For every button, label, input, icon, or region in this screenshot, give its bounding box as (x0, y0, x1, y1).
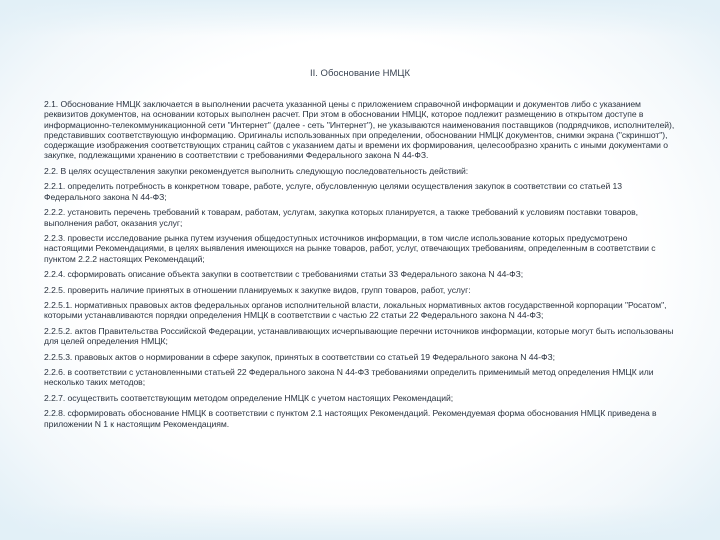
paragraph-2-2-4: 2.2.4. сформировать описание объекта закупки в соответствии с требованиями статьи 33 Федерального закона N 44-ФЗ; (44, 269, 524, 280)
paragraph-2-2-1: 2.2.1. определить потребность в конкретном товаре, работе, услуге, обусловленную целями осуществления закупок в соответствии со статьей 13 Федерального закона N 44-ФЗ; (44, 181, 623, 202)
paragraph-2-2-7: 2.2.7. осуществить соответствующим методом определение НМЦК с учетом настоящих Рекомендаций; (44, 392, 454, 403)
slide-top-edge (0, 0, 720, 36)
paragraph-2-2-2: 2.2.2. установить перечень требований к товарам, работам, услугам, закупка которых планируется, а также требований к условиям поставки товаров, выполнения работ, оказания услуг; (44, 207, 638, 228)
paragraph-2-2-3: 2.2.3. провести исследование рынка путем изучения общедоступных источников информации, в том числе использование которых предусмотрено настоящими Рекомендациями, в целях выявления имеющихся на рынке товаров, работ, услуг, отвечающих требованиям, определенным в соответствии с пунктом 2.2.2 настоящих Рекомендаций; (44, 233, 656, 264)
paragraph-2-2-5-1: 2.2.5.1. нормативных правовых актов федеральных органов исполнительной власти, локальных нормативных актов государственной корпорации "Росатом", которыми устанавливаются порядки определения НМЦК в соответствии с частью 22 статьи 22 Федерального закона N 44-ФЗ; (44, 300, 667, 321)
section-title: II. Обоснование НМЦК (310, 68, 410, 79)
paragraph-2-2-8: 2.2.8. сформировать обоснование НМЦК в соответствии с пунктом 2.1 настоящих Рекомендаций. Рекомендуемая форма обоснования НМЦК приведена в приложении N 1 к настоящим Рекомендациям. (44, 408, 657, 429)
paragraph-2-2-5-2: 2.2.5.2. актов Правительства Российской Федерации, устанавливающих исчерпывающие перечни источников информации, которые могут быть использованы для целей определения НМЦК; (44, 325, 674, 347)
document-body (44, 99, 676, 434)
paragraph-2-2: 2.2. В целях осуществления закупки рекомендуется выполнить следующую последовательность действий: (44, 165, 469, 176)
paragraph-2-2-6: 2.2.6. в соответствии с установленными статьей 22 Федерального закона N 44-ФЗ требованиями определить применимый метод определения НМЦК или несколько таких методов; (44, 367, 654, 388)
paragraph-2-1: 2.1. Обоснование НМЦК заключается в выполнении расчета указанной цены с приложением справочной информации и документов либо с указанием реквизитов документов, на основании которых выполнен расчет. При этом в обосновании НМЦК, которое подлежит размещению в открытом доступе в информационно-телекоммуникационной сети "Интернет" (далее - сеть "Интернет"), не указываются наименования поставщиков (подрядчиков, исполнителей), представивших соответствующую информацию. Оригиналы использованных при определении, обосновании НМЦК документов, снимки экрана ("скриншот"), содержащие изображения соответствующих страниц сайтов с указанием даты и времени их формирования, целесообразно хранить с иными документами о закупке, подлежащими хранению в соответствии с требованиями Федерального закона N 44-ФЗ. (44, 99, 675, 161)
paragraph-2-2-5-3: 2.2.5.3. правовых актов о нормировании в сфере закупок, принятых в соответствии со статьей 19 Федерального закона N 44-ФЗ; (44, 351, 555, 362)
paragraph-2-2-5: 2.2.5. проверить наличие принятых в отношении планируемых к закупке видов, групп товаров, работ, услуг: (44, 284, 471, 295)
slide-bottom-edge (0, 504, 720, 540)
